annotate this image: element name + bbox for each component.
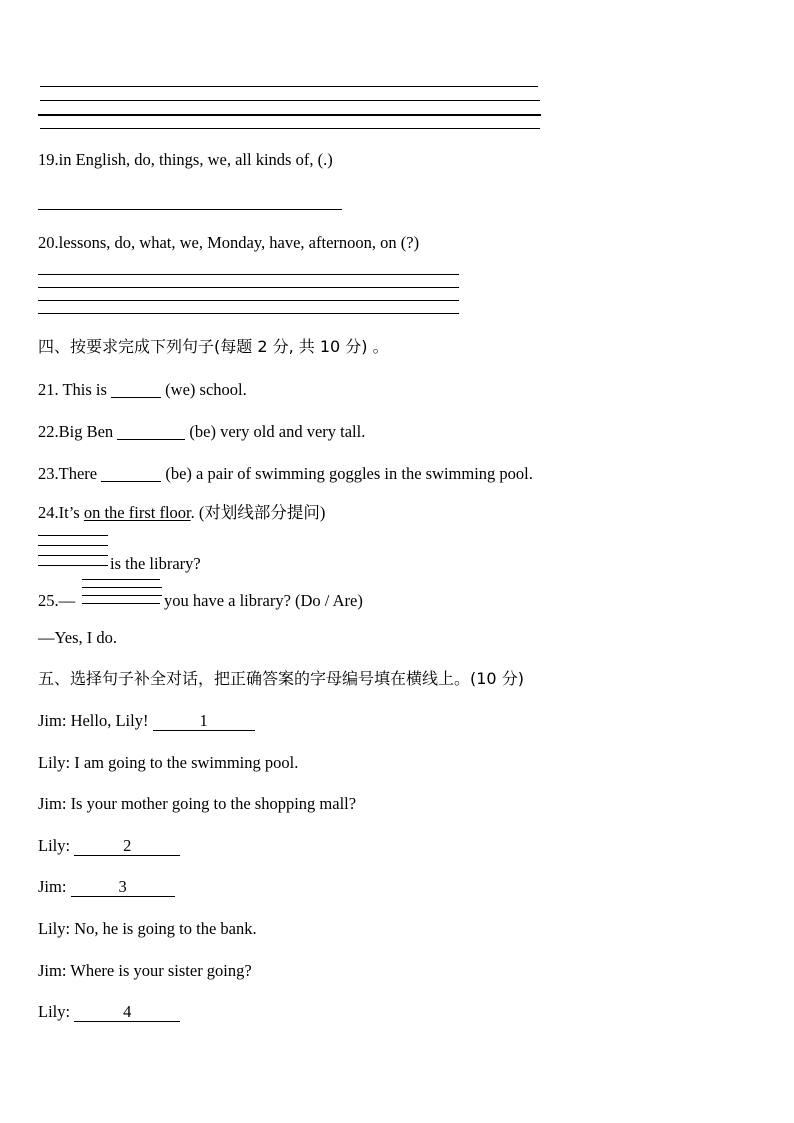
speaker-label: Jim:	[38, 877, 67, 896]
question-24	[38, 503, 325, 523]
dialogue-text: Where is your sister going?	[66, 961, 252, 980]
answer-line[interactable]	[38, 287, 459, 288]
answer-line[interactable]	[38, 114, 541, 116]
dialogue-line	[38, 1002, 180, 1022]
speaker-label: Lily:	[38, 919, 71, 938]
q23-blank[interactable]	[101, 465, 161, 482]
question-number: 20.	[38, 233, 59, 252]
answer-line[interactable]	[38, 300, 459, 301]
question-number: 24.	[38, 503, 59, 522]
question-prompt: lessons, do, what, we, Monday, have, afternoon, on (?)	[58, 233, 420, 252]
q21-blank[interactable]	[111, 381, 161, 398]
answer-line[interactable]	[40, 86, 538, 87]
dialogue-line	[38, 711, 255, 731]
dialogue-text: No, he is going to the bank.	[70, 919, 257, 938]
question-20	[38, 233, 419, 253]
q24-line2: is the library?	[110, 554, 201, 573]
q25-answer-blank[interactable]	[82, 579, 162, 605]
dash: —	[58, 591, 76, 610]
question-21	[38, 378, 247, 400]
answer-line[interactable]	[38, 313, 459, 314]
question-text: Big Ben	[58, 422, 118, 441]
underlined-phrase: on the first floor	[83, 503, 191, 522]
dialogue-blank-3[interactable]: 3	[71, 878, 175, 897]
question-text: It’s	[58, 503, 84, 522]
question-text: (we) school.	[161, 380, 247, 399]
question-text: (be) a pair of swimming goggles in the swimming pool.	[161, 464, 533, 483]
q25-rest: you have a library? (Do / Are)	[164, 591, 363, 610]
speaker-label: Jim:	[38, 711, 67, 730]
q25-reply: —Yes, I do.	[38, 628, 118, 647]
question-prompt: in English, do, things, we, all kinds of, (.)	[58, 150, 333, 169]
dialogue-text: I am going to the swimming pool.	[70, 753, 299, 772]
answer-line[interactable]	[40, 128, 540, 129]
question-number: 23.	[38, 464, 59, 483]
question-number: 25.	[38, 591, 59, 610]
answer-line[interactable]	[38, 274, 459, 275]
speaker-label: Jim:	[38, 794, 67, 813]
dialogue-text: Is your mother going to the shopping mall?	[66, 794, 357, 813]
question-text: This is	[58, 380, 112, 399]
dialogue-line	[38, 919, 257, 939]
section-4-heading: 四、按要求完成下列句子(每题 2 分, 共 10 分) 。	[38, 337, 389, 356]
speaker-label: Lily:	[38, 753, 71, 772]
question-text: (be) very old and very tall.	[185, 422, 366, 441]
question-23	[38, 462, 533, 484]
answer-line[interactable]	[40, 100, 540, 101]
question-22	[38, 420, 365, 442]
dialogue-line	[38, 836, 180, 856]
question-25	[38, 591, 75, 611]
dialogue-blank-1[interactable]: 1	[153, 712, 255, 731]
q24-answer-blank[interactable]	[38, 535, 108, 569]
q19-answer-line[interactable]	[38, 209, 342, 210]
question-number: 21.	[38, 380, 59, 399]
speaker-label: Jim:	[38, 961, 67, 980]
section-5-heading: 五、选择句子补全对话，把正确答案的字母编号填在横线上。(10 分)	[38, 669, 524, 688]
dialogue-line	[38, 753, 298, 773]
speaker-label: Lily:	[38, 1002, 71, 1021]
dialogue-text: Hello, Lily!	[66, 711, 153, 730]
question-19	[38, 150, 333, 170]
dialogue-line	[38, 961, 252, 981]
dialogue-blank-4[interactable]: 4	[74, 1003, 180, 1022]
q22-blank[interactable]	[117, 423, 185, 440]
question-text: There	[58, 464, 102, 483]
question-number: 22.	[38, 422, 59, 441]
question-number: 19.	[38, 150, 59, 169]
dialogue-blank-2[interactable]: 2	[74, 837, 180, 856]
speaker-label: Lily:	[38, 836, 71, 855]
dialogue-line	[38, 794, 356, 814]
dialogue-line	[38, 877, 175, 897]
question-instruction: . (对划线部分提问)	[190, 503, 326, 522]
